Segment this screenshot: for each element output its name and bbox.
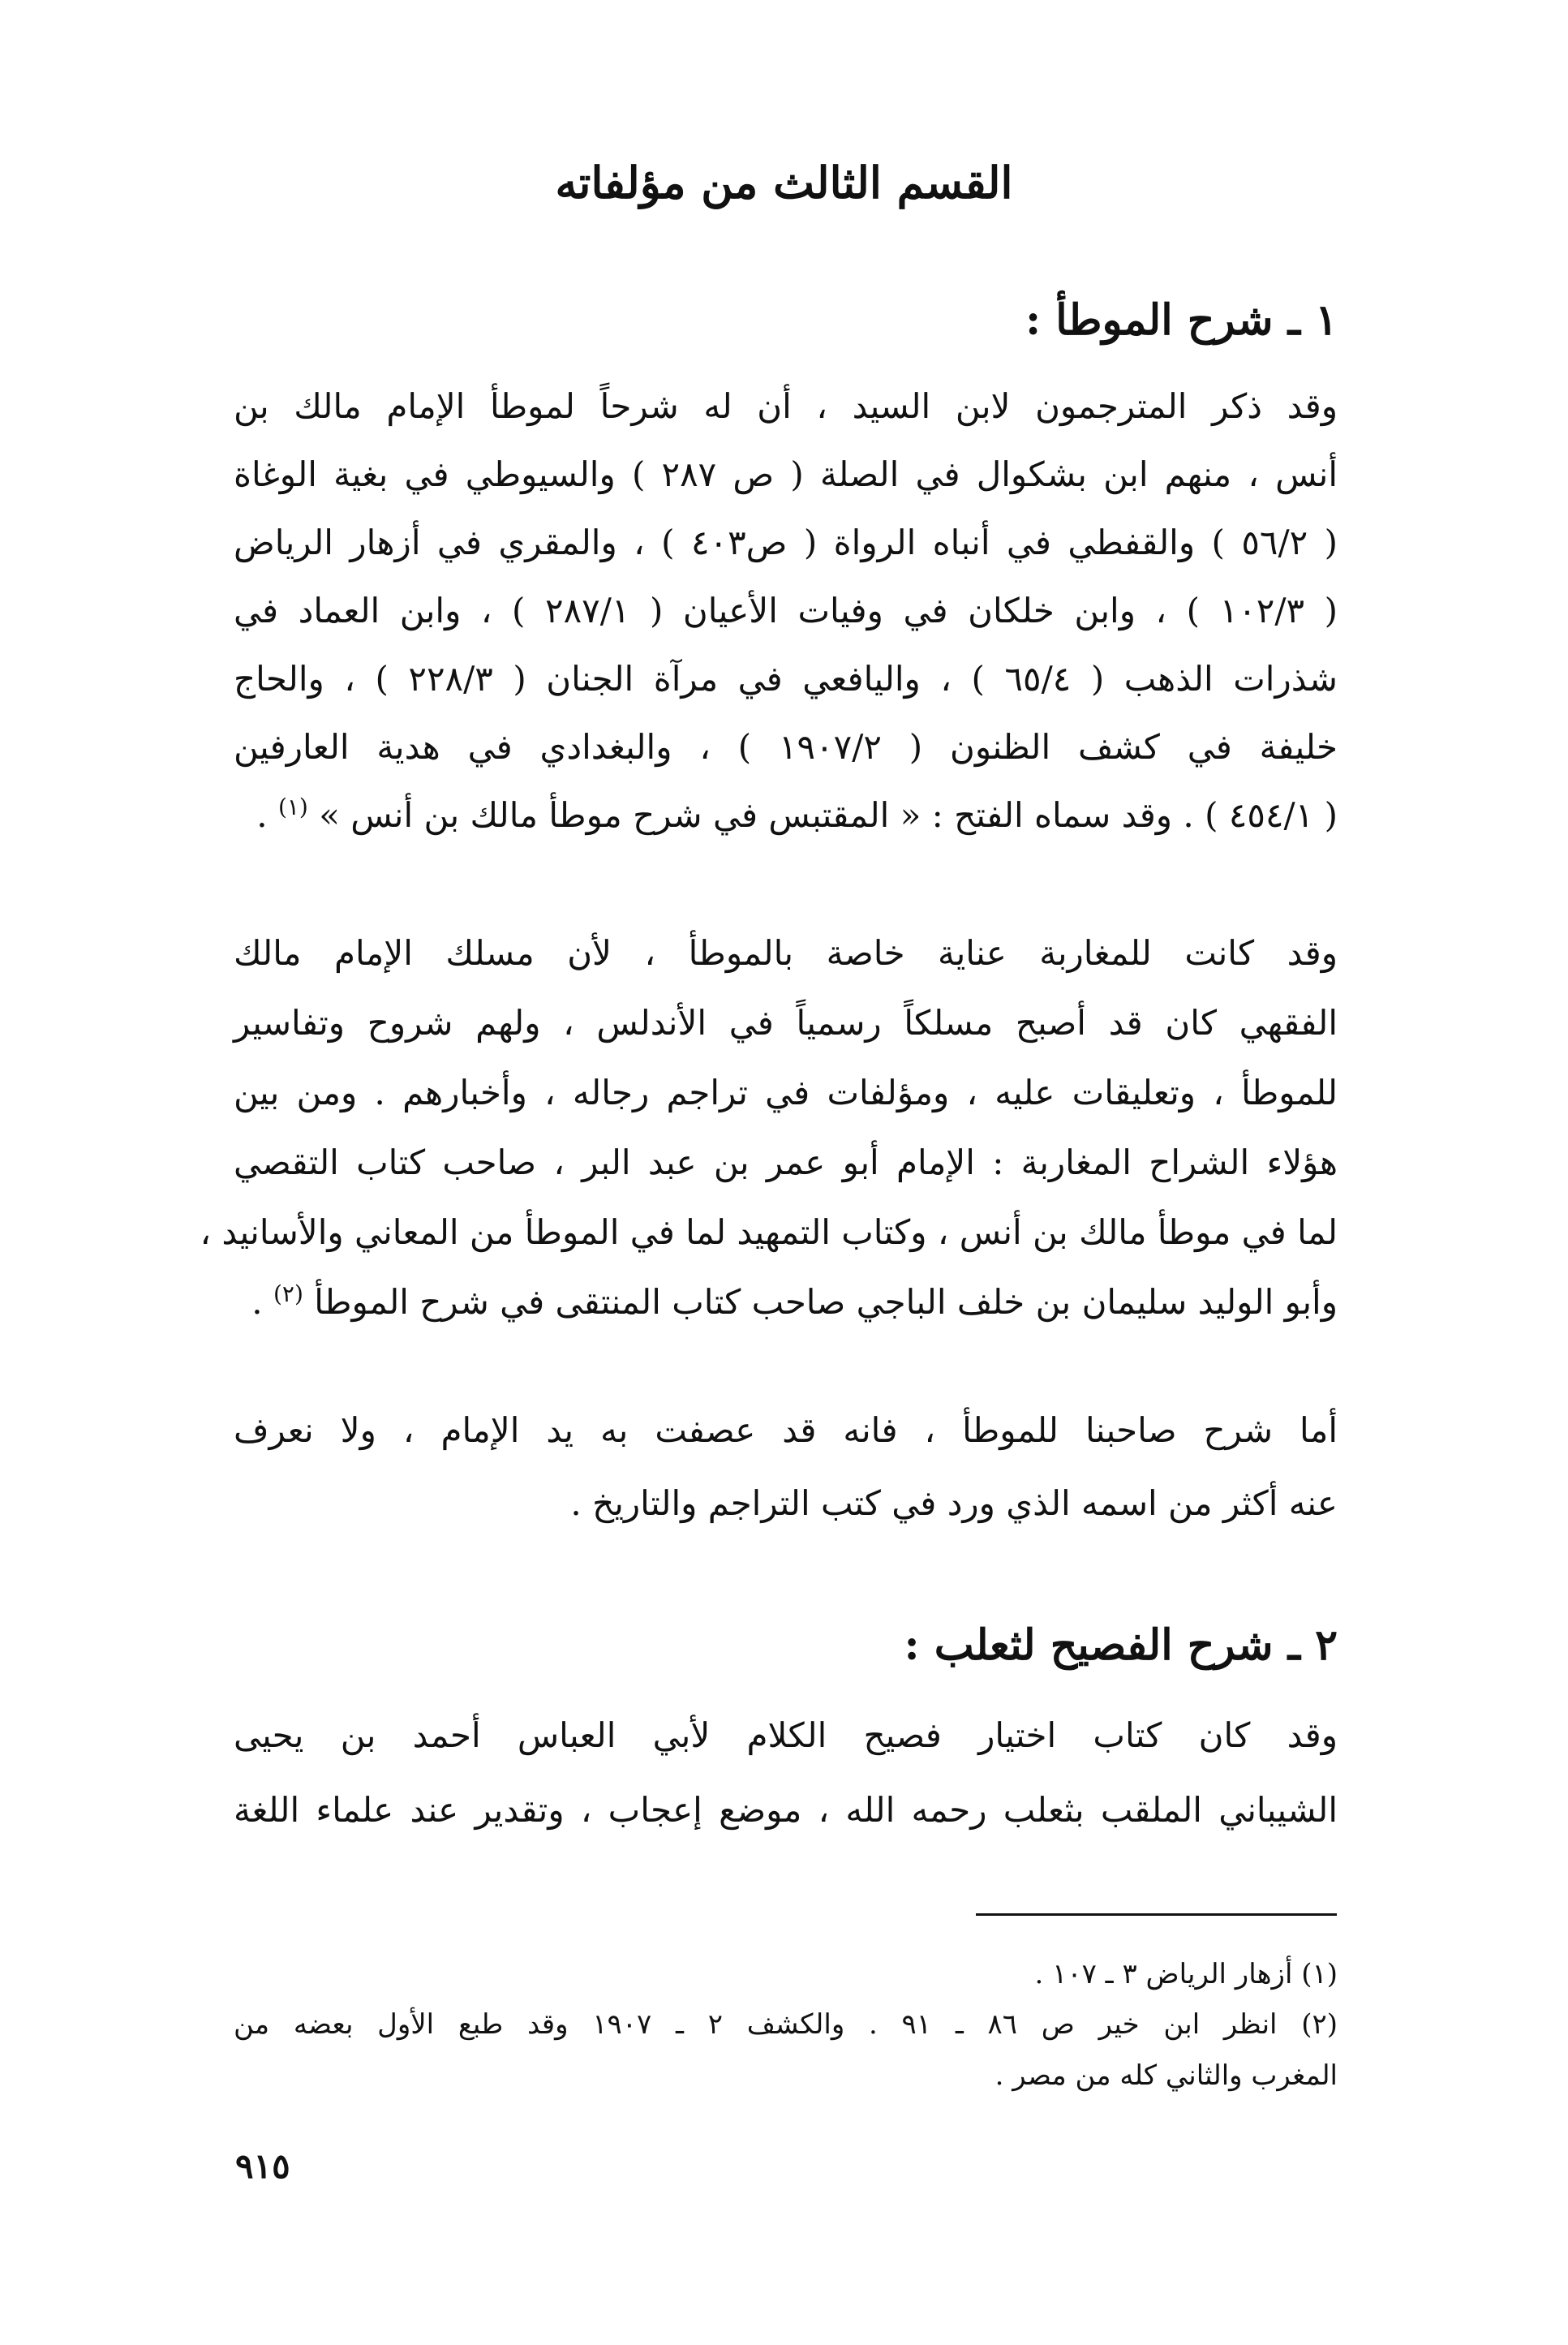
footnote-2: (٢) انظر ابن خير ص ٨٦ ـ ٩١ . والكشف ٢ ـ ١٩٠٧ وقد طبع الأول بعضه من: [234, 2008, 1338, 2041]
footnote-separator: [976, 1913, 1337, 1916]
text-line: لما في موطأ مالك بن أنس ، وكتاب التمهيد لما في الموطأ من المعاني والأسانيد ،: [200, 1212, 1338, 1252]
section-title-1: ١ ـ شرح الموطأ :: [1025, 295, 1338, 345]
text-line: وقد كانت للمغاربة عناية خاصة بالموطأ ، لأن مسلك الإمام مالك: [234, 933, 1338, 973]
page-heading: القسم الثالث من مؤلفاته: [555, 157, 1013, 209]
text-line-with-footnote: [234, 1274, 1338, 1331]
text-line: أما شرح صاحبنا للموطأ ، فانه قد عصفت به يد الإمام ، ولا نعرف: [234, 1410, 1338, 1450]
text-line: شذرات الذهب ( ٦٥/٤ ) ، واليافعي في مرآة الجنان ( ٢٢٨/٣ ) ، والحاج: [234, 659, 1338, 699]
text-line: ( ٥٦/٢ ) والقفطي في أنباه الرواة ( ص٤٠٣ ) ، والمقري في أزهار الرياض: [234, 523, 1338, 562]
text-line: الشيباني الملقب بثعلب رحمه الله ، موضع إعجاب ، وتقدير عند علماء اللغة: [234, 1790, 1338, 1830]
text-line: ( ١٠٢/٣ ) ، وابن خلكان في وفيات الأعيان ( ٢٨٧/١ ) ، وابن العماد في: [234, 591, 1338, 630]
footnote-marker-1: (١): [277, 794, 308, 820]
text-line: أنس ، منهم ابن بشكوال في الصلة ( ص ٢٨٧ ) والسيوطي في بغية الوغاة: [234, 454, 1338, 494]
text-line: خليفة في كشف الظنون ( ١٩٠٧/٢ ) ، والبغدادي في هدية العارفين: [234, 727, 1338, 767]
text-line: هؤلاء الشراح المغاربة : الإمام أبو عمر بن عبد البر ، صاحب كتاب التقصي: [234, 1142, 1338, 1182]
footnote-1: (١) أزهار الرياض ٣ ـ ١٠٧ .: [1034, 1958, 1338, 1990]
text-line: الفقهي كان قد أصبح مسلكاً رسمياً في الأندلس ، ولهم شروح وتفاسير: [234, 1003, 1338, 1043]
line-end-dot: .: [256, 795, 268, 835]
text-line: عنه أكثر من اسمه الذي ورد في كتب التراجم والتاريخ .: [570, 1483, 1338, 1523]
text-line: وقد ذكر المترجمون لابن السيد ، أن له شرحاً لموطأ الإمام مالك بن: [234, 386, 1338, 426]
page-number: ٩١٥: [235, 2146, 290, 2186]
line-end-dot: .: [251, 1282, 263, 1322]
footnote-2-continued: المغرب والثاني كله من مصر .: [994, 2059, 1338, 2092]
footnote-marker-2: (٢): [273, 1280, 303, 1307]
text-line: وقد كان كتاب اختيار فصيح الكلام لأبي العباس أحمد بن يحيى: [234, 1715, 1338, 1755]
text-line-with-footnote: [234, 787, 1338, 844]
text-line-body: وأبو الوليد سليمان بن خلف الباجي صاحب كتاب المنتقى في شرح الموطأ: [314, 1282, 1338, 1322]
section-title-2: ٢ ـ شرح الفصيح لثعلب :: [904, 1620, 1338, 1670]
text-line-body: ( ٤٥٤/١ ) . وقد سماه الفتح : « المقتبس في شرح موطأ مالك بن أنس »: [319, 795, 1338, 835]
text-line: للموطأ ، وتعليقات عليه ، ومؤلفات في تراجم رجاله ، وأخبارهم . ومن بين: [234, 1073, 1338, 1112]
